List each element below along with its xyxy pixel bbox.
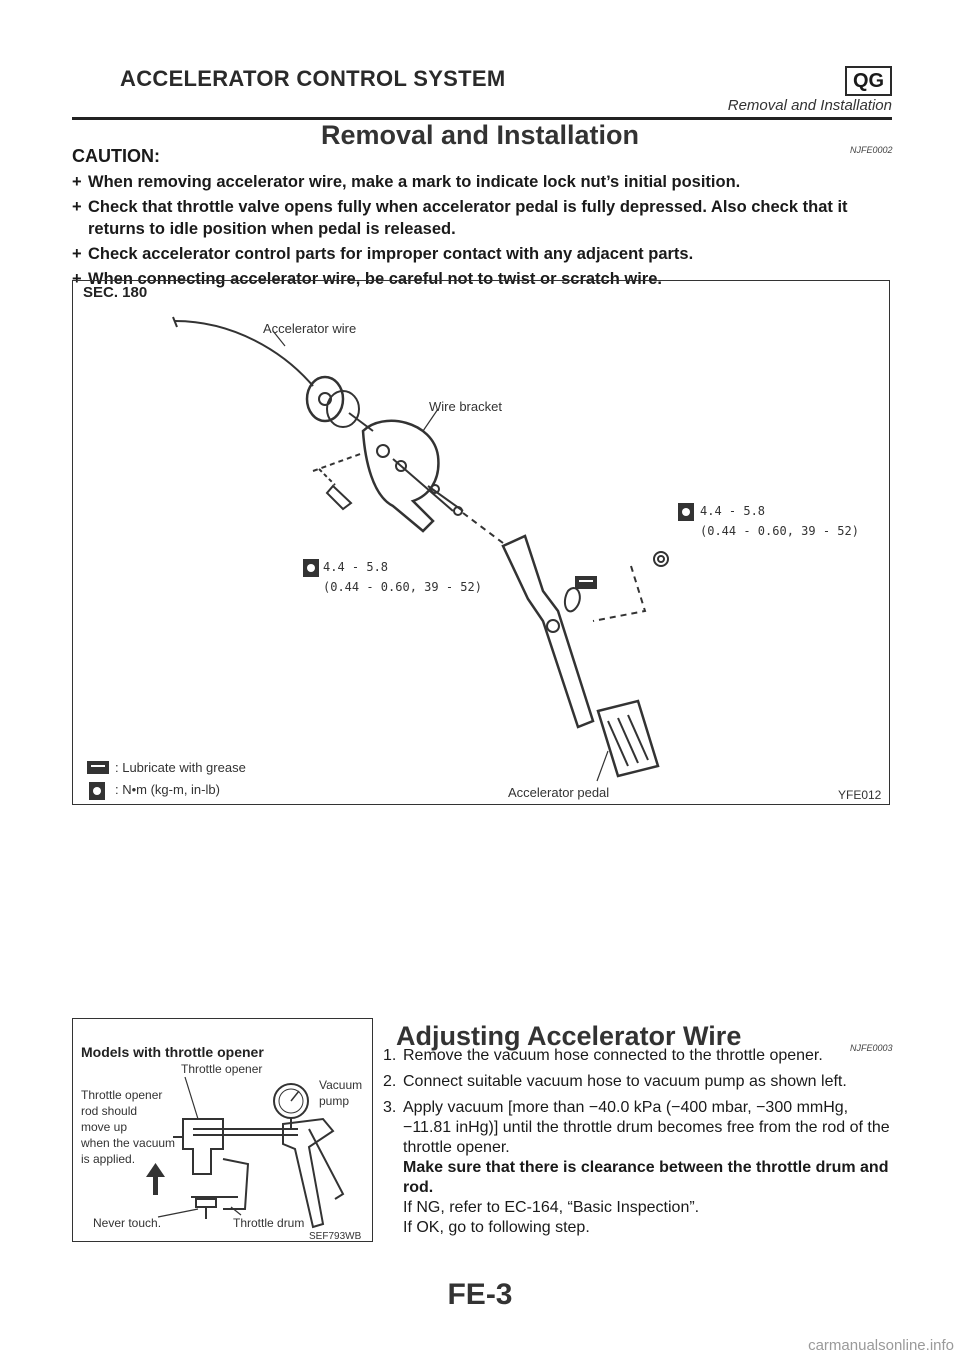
note-line: Throttle opener	[81, 1088, 163, 1102]
arrow-up-icon	[146, 1163, 165, 1195]
page-number: FE-3	[447, 1278, 513, 1311]
page-header-title: ACCELERATOR CONTROL SYSTEM	[120, 66, 506, 91]
figure-id: SEF793WB	[309, 1231, 362, 1242]
step-text: Connect suitable vacuum hose to vacuum pump as shown left.	[403, 1073, 847, 1090]
section-code: NJFE0003	[850, 1043, 893, 1053]
adjusting-steps	[383, 1046, 895, 1244]
step-number: 1.	[383, 1047, 397, 1064]
legend-grease: : Lubricate with grease	[115, 760, 246, 775]
torque-icon	[678, 503, 694, 521]
caution-label: CAUTION:	[72, 146, 160, 166]
bullet-mark: +	[72, 270, 82, 288]
bullet-mark: +	[72, 245, 82, 263]
caution-item-text: When removing accelerator wire, make a mark to indicate lock nut’s initial position.	[88, 173, 741, 191]
label-accelerator-wire: Accelerator wire	[263, 321, 357, 336]
accelerator-assembly-drawing	[73, 281, 891, 806]
step-item	[383, 1098, 895, 1238]
label-throttle-opener: Throttle opener	[181, 1062, 263, 1076]
step-ng-text: If NG, refer to EC-164, “Basic Inspection”.	[403, 1199, 700, 1216]
note-line: move up	[81, 1120, 128, 1134]
torque-icon	[303, 559, 319, 577]
note-line: is applied.	[81, 1152, 136, 1166]
throttle-opener-drawing	[73, 1019, 374, 1243]
figure-heading: Models with throttle opener	[81, 1044, 264, 1060]
caution-item-text: When connecting accelerator wire, be careful not to twist or scratch wire.	[88, 270, 662, 288]
sec-number: SEC. 180	[83, 284, 148, 301]
torque-right-value: 4.4 - 5.8	[700, 504, 766, 518]
torque-icon	[89, 782, 105, 800]
accelerator-assembly-figure	[72, 280, 890, 805]
section-title-adjusting: Adjusting Accelerator Wire	[396, 1021, 742, 1051]
step-text: Apply vacuum [more than −40.0 kPa (−400 mbar, −300 mmHg, −11.81 inHg)] until the throttle drum becomes free from the rod of the throttle opener.	[403, 1099, 890, 1156]
caution-item-text: Check accelerator control parts for improper contact with any adjacent parts.	[88, 245, 694, 263]
label-vacuum: Vacuum	[319, 1078, 363, 1092]
bullet-mark: +	[72, 198, 82, 216]
label-accelerator-pedal: Accelerator pedal	[508, 785, 610, 800]
step-text: Remove the vacuum hose connected to the throttle opener.	[403, 1047, 823, 1064]
caution-item-text: Check that throttle valve opens fully when accelerator pedal is fully depressed. Also check that it returns to idle position when pedal is released.	[88, 198, 848, 238]
note-line: when the vacuum	[81, 1136, 176, 1150]
step-ok-text: If OK, go to following step.	[403, 1219, 590, 1236]
torque-right-units: (0.44 - 0.60, 39 - 52)	[700, 524, 859, 538]
engine-code-badge: QG	[845, 66, 892, 96]
legend-torque: : N•m (kg-m, in-lb)	[115, 782, 220, 797]
step-item	[383, 1072, 895, 1092]
throttle-opener-figure	[72, 1018, 373, 1242]
grease-icon	[87, 761, 109, 774]
grease-icon	[575, 576, 597, 589]
label-never-touch: Never touch.	[93, 1216, 162, 1230]
torque-left-value: 4.4 - 5.8	[323, 560, 389, 574]
page-header-subtitle: Removal and Installation	[727, 97, 892, 114]
torque-left-units: (0.44 - 0.60, 39 - 52)	[323, 580, 482, 594]
step-caution-text: Make sure that there is clearance between the throttle drum and rod.	[403, 1159, 889, 1196]
label-throttle-drum: Throttle drum	[233, 1216, 305, 1230]
bullet-mark: +	[72, 173, 82, 191]
step-item	[383, 1046, 895, 1066]
step-number: 3.	[383, 1099, 397, 1116]
watermark: carmanualsonline.info	[808, 1337, 954, 1354]
caution-item	[72, 243, 902, 265]
caution-item	[72, 196, 902, 240]
figure-id: YFE012	[838, 788, 882, 802]
section-code: NJFE0002	[850, 145, 893, 155]
section-title-removal: Removal and Installation	[320, 120, 640, 150]
caution-item	[72, 171, 902, 193]
note-line: rod should	[81, 1104, 138, 1118]
label-wire-bracket: Wire bracket	[429, 399, 502, 414]
label-pump: pump	[319, 1094, 350, 1108]
caution-list	[72, 171, 902, 293]
step-number: 2.	[383, 1073, 397, 1090]
